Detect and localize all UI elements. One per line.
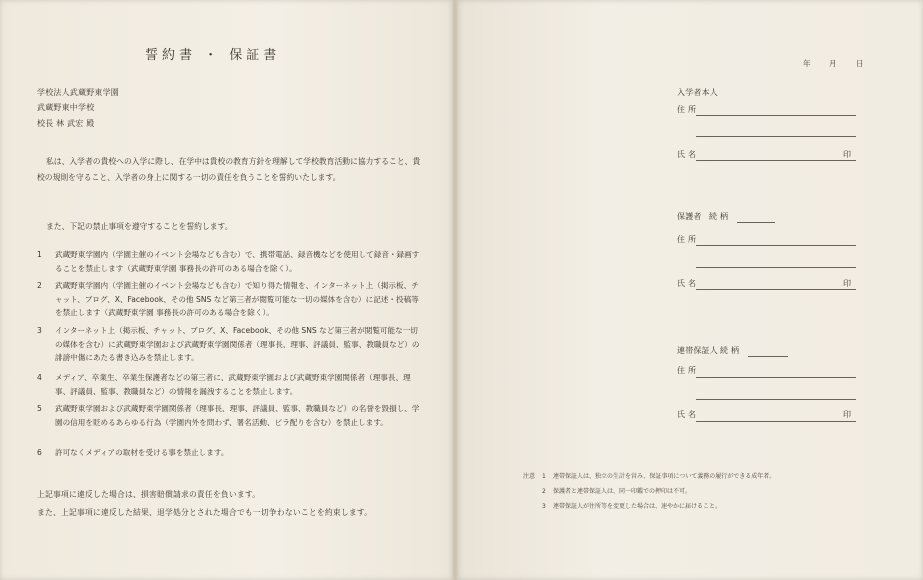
rule-text: 武蔵野東学園内（学園主催のイベント会場なども含む）で、携帯電話、録音機などを使用して録音・録画することを禁止します（武蔵野東学園 事務長の許可のある場合を除く）。	[55, 250, 420, 273]
rule-text: 武蔵野東学園および武蔵野東学園関係者（理事長、理事、評議員、監事、教職員など）の名誉を毀損し、学園の信用を貶めるあらゆる行為（学園内外を問わず、署名活動、ビラ配りを含む）を禁止します。	[55, 404, 420, 427]
student-address-line-2[interactable]	[696, 136, 856, 137]
closing-line-1: 上記事項に違反した場合は、損害賠償請求の責任を負います。	[37, 490, 261, 499]
addressee-principal: 校長 林 武宏 殿	[37, 119, 95, 128]
guardian-name-line[interactable]	[696, 289, 856, 290]
student-heading: 入学者本人	[677, 88, 718, 97]
guarantor-name-line[interactable]	[696, 421, 856, 422]
date-day: 日	[856, 59, 864, 68]
date-month: 月	[829, 59, 837, 68]
guarantor-seal-mark: 印	[843, 410, 852, 419]
rule-number: 6	[37, 448, 42, 457]
rule-item	[37, 446, 422, 460]
guardian-relation-label: 続 柄	[709, 212, 729, 221]
addressee-school: 武蔵野東中学校	[37, 103, 95, 112]
guarantor-name-label: 氏 名	[677, 410, 697, 419]
rule-item	[37, 248, 422, 275]
student-seal-mark: 印	[843, 150, 852, 159]
pledge-line: また、下記の禁止事項を遵守することを誓約します。	[46, 222, 233, 231]
left-page	[0, 0, 452, 580]
rule-text: インターネット上（掲示板、チャット、ブログ、X、Facebook、その他 SNS など第三者が閲覧可能な一切の媒体を含む）に武蔵野東学園および武蔵野東学園関係者（理事長、理事、評議員、監事、教職員など）の誹謗中傷にあたる書き込みを禁止します。	[55, 326, 420, 362]
guarantor-heading: 連帯保証人	[677, 346, 718, 355]
note-text: 保護者と連帯保証人は、同一印鑑での押印は不可。	[553, 488, 692, 495]
rule-text: 許可なくメディアの取材を受ける事を禁止します。	[55, 448, 229, 457]
student-name-line[interactable]	[696, 160, 856, 161]
date-year: 年	[803, 59, 811, 68]
guarantor-relation-line[interactable]	[748, 356, 788, 357]
rule-number: 1	[37, 250, 42, 259]
guardian-address-line-1[interactable]	[696, 245, 856, 246]
rule-text: メディア、卒業生、卒業生保護者などの第三者に、武蔵野東学園および武蔵野東学園関係者（理事長、理事、評議員、監事、教職員など）の情報を漏洩することを禁止します。	[55, 373, 411, 396]
guardian-relation-line[interactable]	[737, 222, 775, 223]
rule-item	[37, 371, 422, 398]
note-number: 1	[542, 473, 546, 480]
guarantor-address-line-2[interactable]	[696, 399, 856, 400]
guarantor-address-line-1[interactable]	[696, 377, 856, 378]
rule-item	[37, 324, 422, 365]
guarantor-address-label: 住 所	[677, 366, 697, 375]
guardian-seal-mark: 印	[843, 279, 852, 288]
guarantor-relation-label: 続 柄	[720, 346, 740, 355]
rule-item	[37, 279, 422, 320]
note-text: 連帯保証人が住所等を変更した場合は、速やかに届けること。	[553, 503, 722, 510]
intro-paragraph: 私は、入学者の貴校への入学に際し、在学中は貴校の教育方針を理解して学校教育活動に協力すること、貴校の規則を守ること、入学者の身上に関する一切の責任を負うことを誓約いたします。	[37, 157, 421, 182]
rule-number: 5	[37, 404, 42, 413]
guardian-heading: 保護者	[677, 212, 702, 221]
note-number: 3	[542, 503, 546, 510]
rule-number: 3	[37, 326, 42, 335]
document-title: 誓約書 ・ 保証書	[145, 48, 281, 63]
student-address-line-1[interactable]	[696, 115, 856, 116]
addressee-school-corp: 学校法人武蔵野東学園	[37, 88, 119, 97]
guardian-name-label: 氏 名	[677, 279, 697, 288]
notes-label: 注意	[523, 473, 536, 480]
right-page	[458, 0, 923, 580]
guardian-address-label: 住 所	[677, 235, 697, 244]
closing-line-2: また、上記事項に違反した結果、退学処分とされた場合でも一切争わないことを約束します。	[37, 508, 373, 517]
guardian-address-line-2[interactable]	[696, 267, 856, 268]
student-name-label: 氏 名	[677, 150, 697, 159]
student-address-label: 住 所	[677, 105, 697, 114]
rule-number: 4	[37, 373, 42, 382]
note-text: 連帯保証人は、独立の生計を営み、保証事項について義務の履行ができる成年者。	[553, 473, 776, 480]
rule-item	[37, 402, 422, 429]
note-number: 2	[542, 488, 546, 495]
rule-number: 2	[37, 281, 42, 290]
rule-text: 武蔵野東学園内（学園主催のイベント会場なども含む）で知り得た情報を、インターネット上（掲示板、チャット、ブログ、X、Facebook、その他 SNS など第三者が閲覧可能な一切の媒体を含む）に記述・投稿等を禁止します（武蔵野東学園 事務長の許可のある場合を除く）。	[55, 281, 419, 317]
